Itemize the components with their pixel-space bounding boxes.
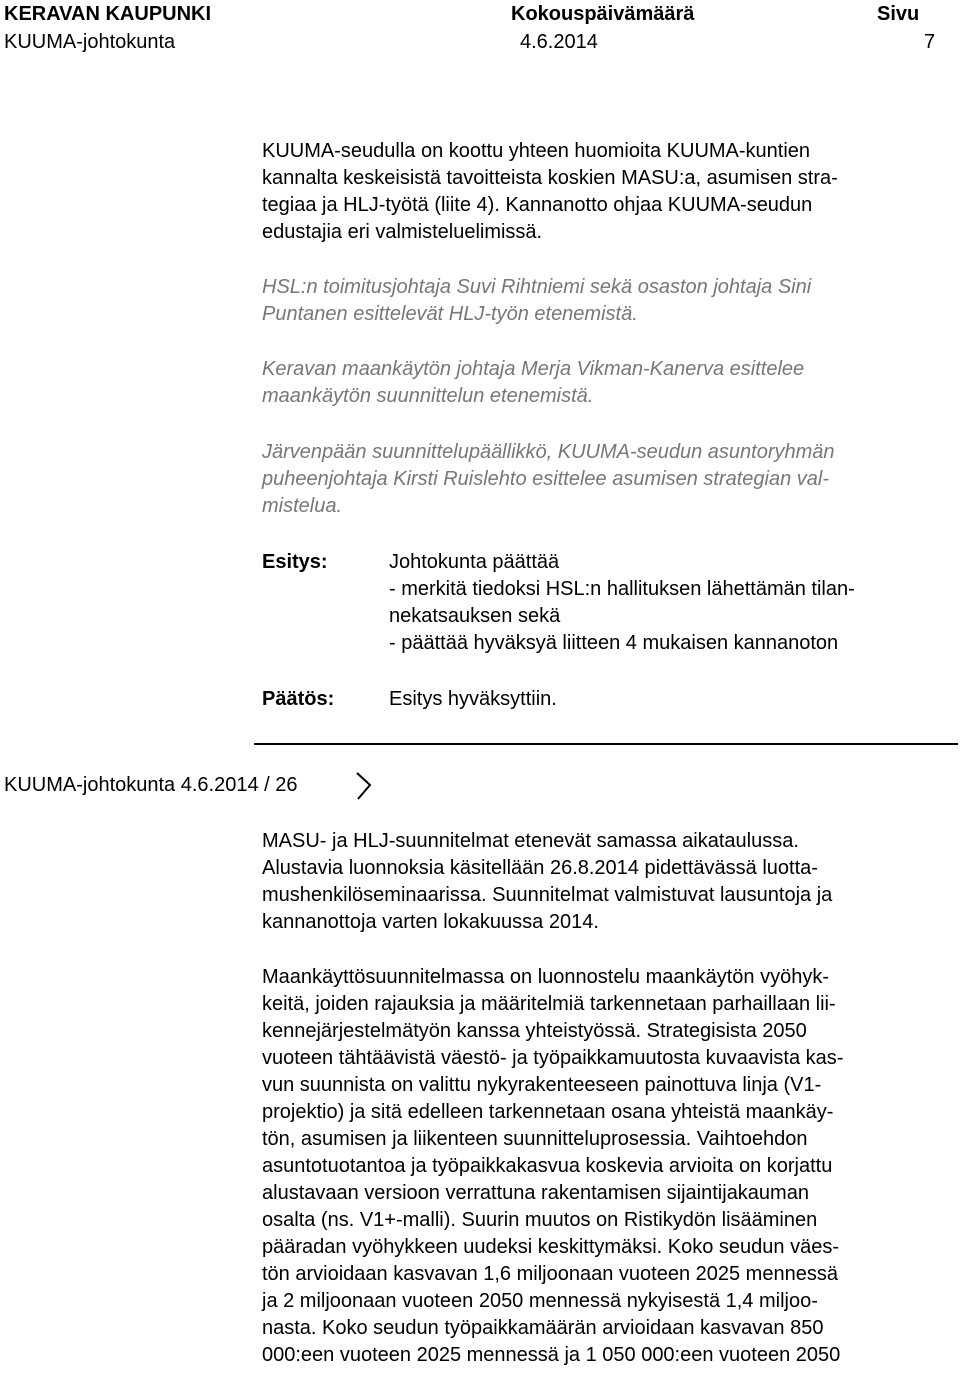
header-date-label: Kokouspäivämäärä bbox=[511, 3, 695, 25]
text-line: nekatsauksen sekä bbox=[389, 605, 561, 627]
text-line: keitä, joiden rajauksia ja määritelmiä tarkennetaan parhaillaan lii- bbox=[262, 993, 836, 1015]
decision-label: Päätös: bbox=[262, 688, 335, 710]
text-line: nasta. Koko seudun työpaikkamäärän arvioidaan kasvavan 850 bbox=[262, 1317, 824, 1339]
text-line: puheenjohtaja Kirsti Ruislehto esittelee asumisen strategian val- bbox=[262, 468, 829, 490]
text-line: edustajia eri valmisteluelimissä. bbox=[262, 221, 543, 243]
text-line: projektio) ja sitä edelleen tarkennetaan osana yhteistä maankäy- bbox=[262, 1101, 834, 1123]
text-line: HSL:n toimitusjohtaja Suvi Rihtniemi sekä osaston johtaja Sini bbox=[262, 276, 812, 298]
text-line: Järvenpään suunnittelupäällikkö, KUUMA-seudun asuntoryhmän bbox=[262, 441, 835, 463]
text-line: vun suunnista on valittu nykyrakenteeseen painottuva linja (V1- bbox=[262, 1074, 822, 1096]
section-divider bbox=[254, 743, 958, 745]
section-heading: KUUMA-johtokunta 4.6.2014 / 26 bbox=[4, 774, 298, 796]
text-line: kannanottoja varten lokakuussa 2014. bbox=[262, 911, 599, 933]
text-line: alustavaan versioon verrattuna rakentamisen sijaintijakauman bbox=[262, 1182, 809, 1204]
text-line: Alustavia luonnoksia käsitellään 26.8.2014 pidettävässä luotta- bbox=[262, 857, 818, 879]
text-line: kennejärjestelmätyön kanssa yhteistyössä. Strategisista 2050 bbox=[262, 1020, 807, 1042]
text-line: tön, asumisen ja liikenteen suunnitteluprosessia. Vaihtoehdon bbox=[262, 1128, 808, 1150]
header-page-number: 7 bbox=[924, 31, 936, 53]
proposal-label: Esitys: bbox=[262, 551, 328, 573]
text-line: Johtokunta päättää bbox=[389, 551, 560, 573]
header-org: KERAVAN KAUPUNKI bbox=[4, 3, 212, 25]
text-line: mushenkilöseminaarissa. Suunnitelmat valmistuvat lausuntoja ja bbox=[262, 884, 833, 906]
text-line: - päättää hyväksyä liitteen 4 mukaisen kannanoton bbox=[389, 632, 839, 654]
text-line: maankäytön suunnittelun etenemistä. bbox=[262, 385, 594, 407]
text-line: 000:een vuoteen 2025 mennessä ja 1 050 000:een vuoteen 2050 bbox=[262, 1344, 841, 1366]
annotation-mark-icon bbox=[356, 772, 376, 802]
text-line: Keravan maankäytön johtaja Merja Vikman-Kanerva esittelee bbox=[262, 358, 805, 380]
text-line: Maankäyttösuunnitelmassa on luonnostelu maankäytön vyöhyk- bbox=[262, 966, 829, 988]
text-line: tegiaa ja HLJ-työtä (liite 4). Kannanotto ohjaa KUUMA-seudun bbox=[262, 194, 813, 216]
text-line: tön arvioidaan kasvavan 1,6 miljoonaan vuoteen 2025 mennessä bbox=[262, 1263, 838, 1285]
text-line: KUUMA-seudulla on koottu yhteen huomioita KUUMA-kuntien bbox=[262, 140, 811, 162]
text-line: osalta (ns. V1+-malli). Suurin muutos on Ristikydön lisääminen bbox=[262, 1209, 818, 1231]
header-page-label: Sivu bbox=[877, 3, 920, 25]
text-line: - merkitä tiedoksi HSL:n hallituksen lähettämän tilan- bbox=[389, 578, 855, 600]
text-line: pääradan vyöhykkeen uudeksi keskittymäksi. Koko seudun väes- bbox=[262, 1236, 839, 1258]
text-line: asuntotuotantoa ja työpaikkakasvua koskevia arvioita on korjattu bbox=[262, 1155, 833, 1177]
text-line: kannalta keskeisistä tavoitteista koskien MASU:a, asumisen stra- bbox=[262, 167, 838, 189]
text-line: ja 2 miljoonaan vuoteen 2050 mennessä nykyisestä 1,4 miljoo- bbox=[262, 1290, 818, 1312]
text-line: vuoteen tähtäävistä väestö- ja työpaikkamuutosta kuvaavista kas- bbox=[262, 1047, 844, 1069]
decision-text: Esitys hyväksyttiin. bbox=[389, 688, 557, 710]
header-body: KUUMA-johtokunta bbox=[4, 31, 176, 53]
text-line: Puntanen esittelevät HLJ-työn etenemistä. bbox=[262, 303, 638, 325]
header-date: 4.6.2014 bbox=[520, 31, 598, 53]
text-line: MASU- ja HLJ-suunnitelmat etenevät samassa aikataulussa. bbox=[262, 830, 799, 852]
text-line: mistelua. bbox=[262, 495, 343, 517]
